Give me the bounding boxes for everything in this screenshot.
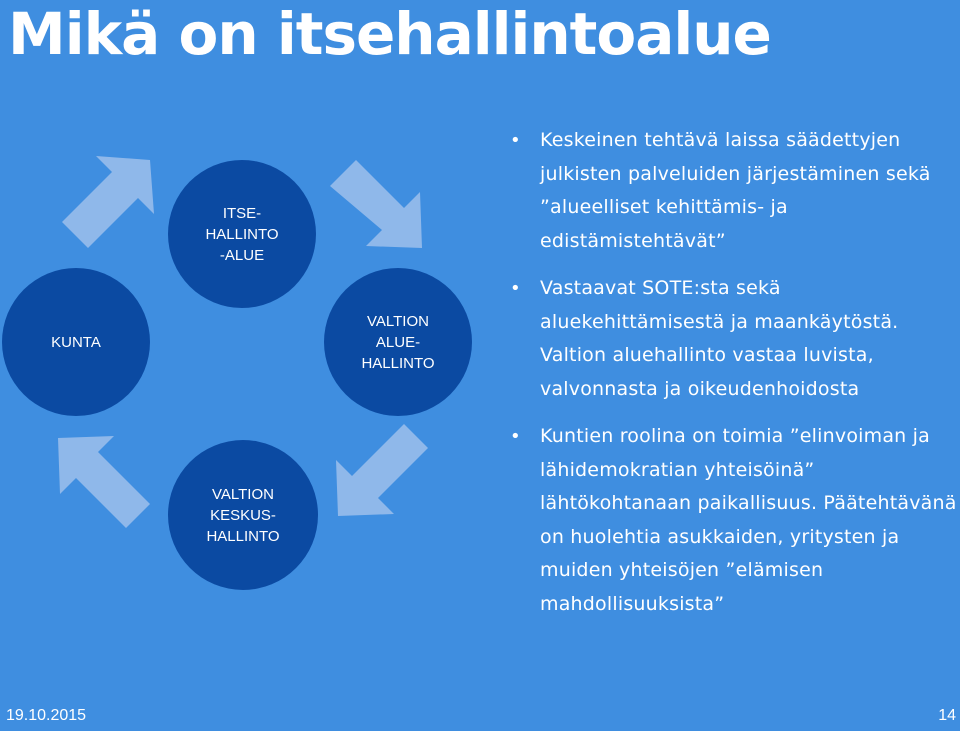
footer-date: 19.10.2015	[6, 707, 87, 724]
node-kunta	[2, 268, 150, 416]
node-keskushallinto-label: VALTION KESKUS- HALLINTO	[206, 485, 280, 545]
bullet-list	[510, 124, 960, 621]
node-aluehallinto	[324, 268, 472, 416]
bullet-item: • Keskeinen tehtävä laissa säädettyjen julkisten palveluiden järjestäminen sekä ”alueelliset kehittämis- ja edistämistehtävät”	[510, 124, 960, 258]
slide-title: Mikä on itsehallintoalue	[8, 0, 771, 68]
bullet-item: • Kuntien roolina on toimia ”elinvoiman ja lähidemokratian yhteisöinä” lähtökohtanaan paikallisuus. Päätehtävänä on huolehtia asukkaiden, yritysten ja muiden yhteisöjen ”elämisen mahdollisuuksista”	[510, 420, 960, 621]
node-kunta-label: KUNTA	[51, 333, 101, 351]
page-number: 14	[938, 707, 956, 724]
bullet-item: • Vastaavat SOTE:sta sekä aluekehittämisestä ja maankäytöstä. Valtion aluehallinto vastaa luvista, valvonnasta ja oikeudenhoidosta	[510, 272, 960, 406]
node-itsehallintoalue	[168, 160, 316, 308]
node-itsehallintoalue-label: ITSE- HALLINTO -ALUE	[205, 204, 279, 264]
node-keskushallinto	[168, 440, 318, 590]
node-aluehallinto-label: VALTION ALUE- HALLINTO	[361, 312, 435, 372]
